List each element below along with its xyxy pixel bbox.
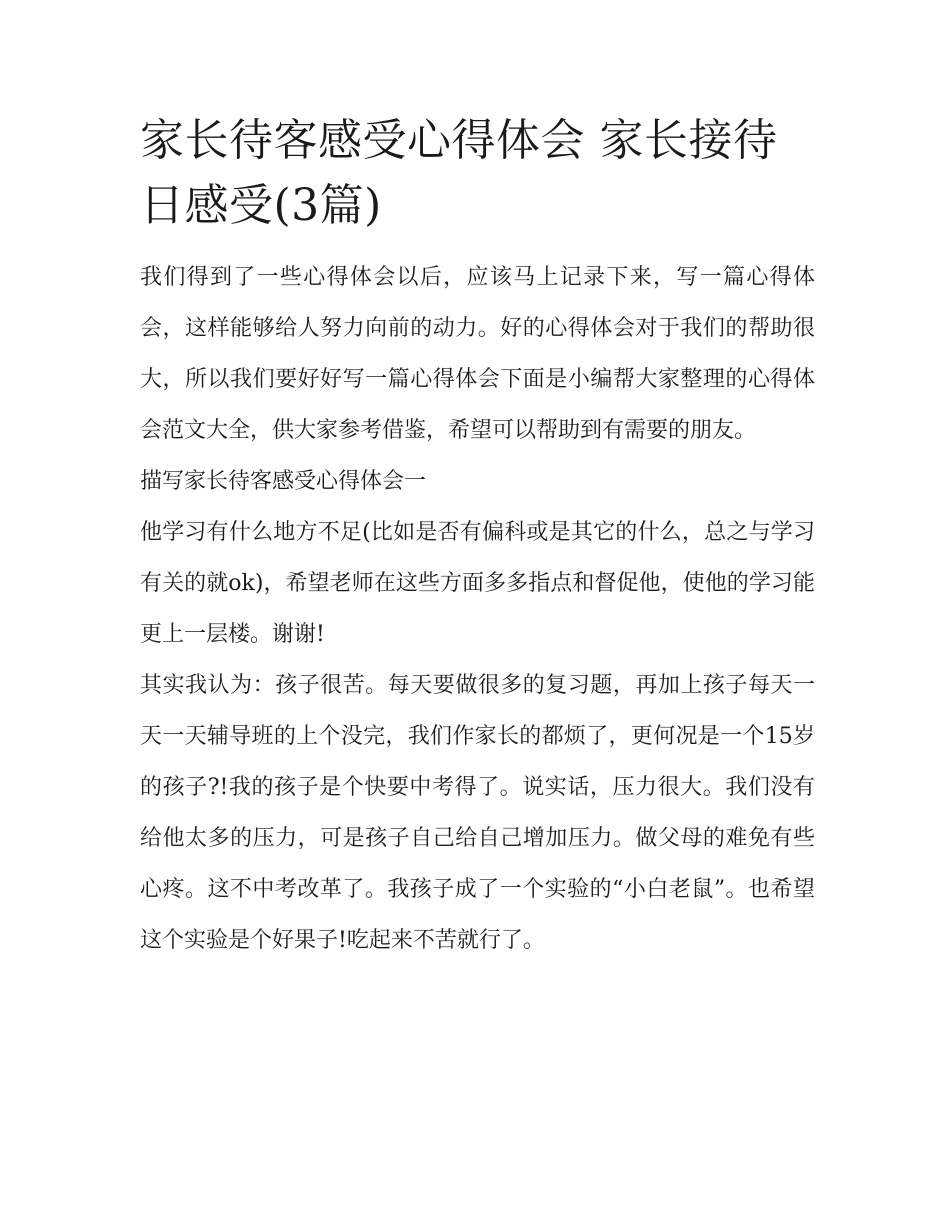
body-paragraph-1: 他学习有什么地方不足(比如是否有偏科或是其它的什么，总之与学习有关的就ok)，希望老师在这些方面多多指点和督促他，使他的学习能更上一层楼。谢谢!	[140, 520, 815, 647]
document-title: 家长待客感受心得体会 家长接待日感受(3篇)	[140, 115, 778, 231]
section-heading: 描写家长待客感受心得体会一	[140, 469, 427, 494]
document-page	[140, 108, 815, 966]
intro-paragraph: 我们得到了一些心得体会以后，应该马上记录下来，写一篇心得体会，这样能够给人努力向前的动力。好的心得体会对于我们的帮助很大，所以我们要好好写一篇心得体会下面是小编帮大家整理的心得体会范文大全，供大家参考借鉴，希望可以帮助到有需要的朋友。	[140, 265, 815, 443]
body-paragraph-2: 其实我认为：孩子很苦。每天要做很多的复习题，再加上孩子每天一天一天辅导班的上个没完，我们作家长的都烦了，更何况是一个15岁的孩子?!我的孩子是个快要中考得了。说实话，压力很大。我们没有给他太多的压力，可是孩子自己给自己增加压力。做父母的难免有些心疼。这不中考改革了。我孩子成了一个实验的“小白老鼠”。也希望这个实验是个好果子!吃起来不苦就行了。	[140, 673, 815, 953]
